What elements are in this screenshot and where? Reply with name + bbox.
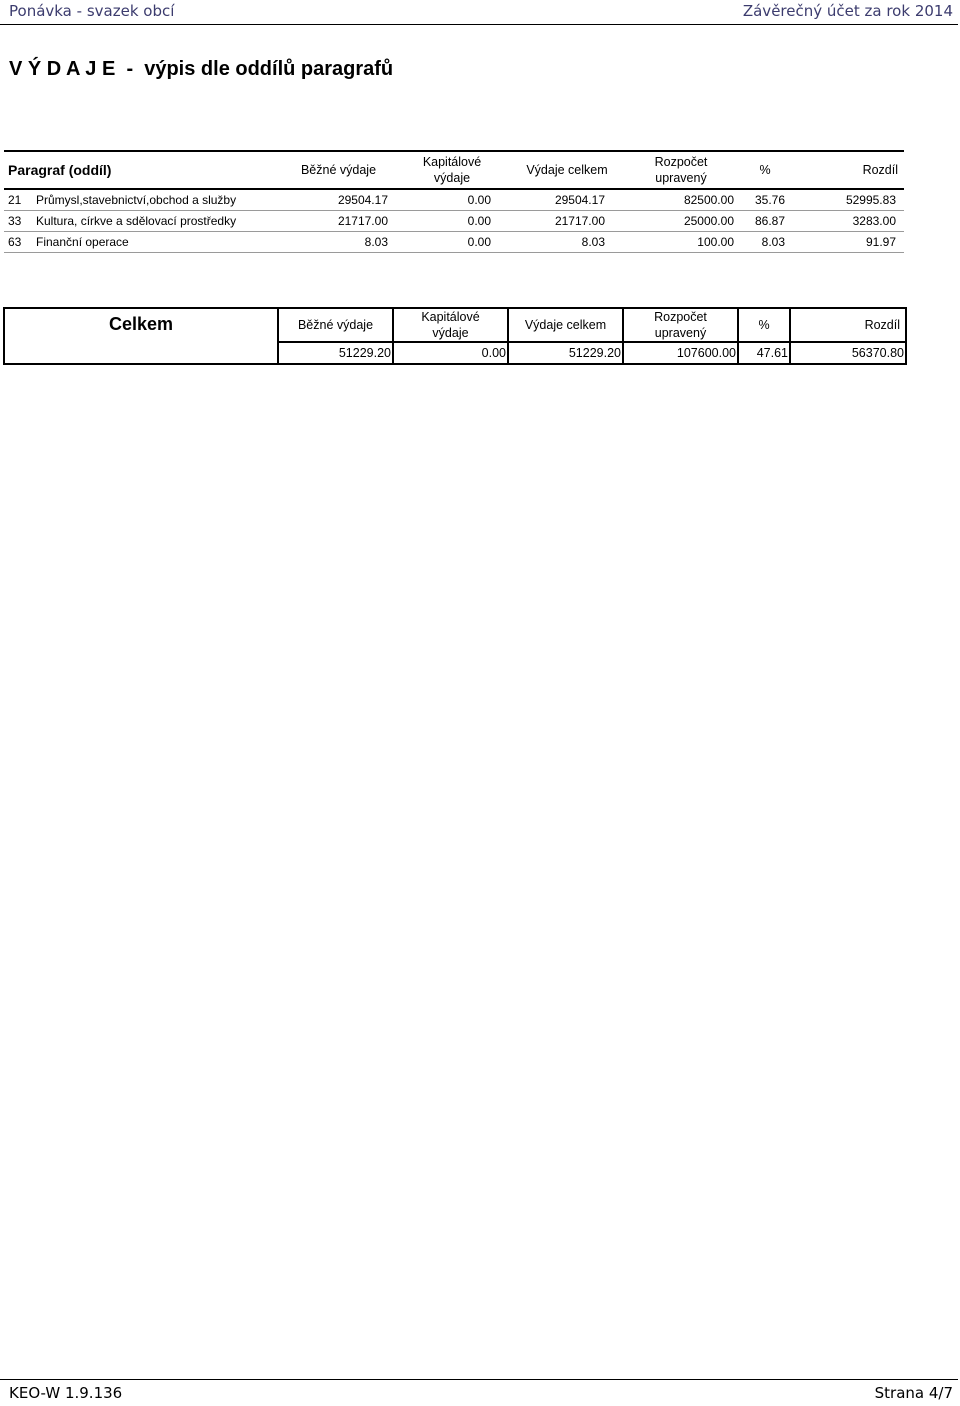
header-organization: Ponávka - svazek obcí	[9, 2, 175, 20]
page-header	[0, 0, 958, 25]
row-percent: 86.87	[754, 213, 785, 228]
expenditure-table	[4, 150, 904, 253]
totals-percent: 47.61	[738, 342, 790, 364]
col-header-percent: %	[759, 163, 771, 177]
totals-col-rozdil: Rozdíl	[790, 308, 906, 342]
col-header-rozdil: Rozdíl	[862, 163, 898, 177]
col-header-kapitalove-vydaje: Kapitálové výdaje	[422, 155, 482, 185]
col-header-bezne-vydaje: Běžné výdaje	[300, 163, 377, 177]
totals-rozdil: 56370.80	[790, 342, 906, 364]
row-rozpocet: 82500.00	[683, 192, 734, 207]
row-bezne: 21717.00	[337, 213, 388, 228]
row-celkem: 21717.00	[554, 213, 605, 228]
page-title: V Ý D A J E - výpis dle oddílů paragrafů	[9, 58, 394, 80]
totals-label: Celkem	[4, 308, 278, 364]
row-rozdil: 52995.83	[845, 192, 896, 207]
totals-col-rozpocet-upraveny: Rozpočet upravený	[623, 308, 738, 342]
totals-col-vydaje-celkem: Výdaje celkem	[508, 308, 623, 342]
row-code: 33	[8, 213, 22, 228]
row-celkem: 8.03	[581, 234, 605, 249]
row-kapitalove: 0.00	[467, 234, 491, 249]
row-kapitalove: 0.00	[467, 192, 491, 207]
row-kapitalove: 0.00	[467, 213, 491, 228]
row-bezne: 29504.17	[337, 192, 388, 207]
row-rozpocet: 25000.00	[683, 213, 734, 228]
totals-celkem: 51229.20	[508, 342, 623, 364]
row-name: Průmysl,stavebnictví,obchod a služby	[36, 192, 237, 207]
totals-rozpocet: 107600.00	[623, 342, 738, 364]
col-header-vydaje-celkem: Výdaje celkem	[526, 163, 608, 177]
footer-software-version: KEO-W 1.9.136	[9, 1384, 123, 1402]
row-rozdil: 3283.00	[852, 213, 896, 228]
totals-col-percent: %	[738, 308, 790, 342]
row-rozdil: 91.97	[865, 234, 896, 249]
header-report-title: Závěrečný účet za rok 2014	[742, 2, 953, 20]
row-percent: 35.76	[754, 192, 785, 207]
totals-col-kapitalove-vydaje: Kapitálové výdaje	[393, 308, 508, 342]
row-celkem: 29504.17	[554, 192, 605, 207]
row-name: Kultura, církve a sdělovací prostředky	[36, 213, 237, 228]
footer-page-number: Strana 4/7	[874, 1384, 953, 1402]
table-row	[4, 231, 904, 252]
table-row	[4, 210, 904, 231]
col-header-rozpocet-upraveny: Rozpočet upravený	[654, 155, 708, 185]
row-code: 63	[8, 234, 22, 249]
row-bezne: 8.03	[364, 234, 388, 249]
totals-bezne: 51229.20	[278, 342, 393, 364]
row-rozpocet: 100.00	[697, 234, 734, 249]
col-header-paragraf: Paragraf (oddíl)	[8, 162, 112, 178]
totals-col-bezne-vydaje: Běžné výdaje	[278, 308, 393, 342]
row-code: 21	[8, 192, 22, 207]
totals-header-row	[4, 308, 906, 342]
totals-table	[3, 307, 907, 365]
table-row	[4, 189, 904, 210]
page-footer	[0, 1379, 958, 1406]
table-header-row	[4, 151, 904, 189]
totals-kapitalove: 0.00	[393, 342, 508, 364]
row-percent: 8.03	[761, 234, 785, 249]
row-name: Finanční operace	[36, 234, 129, 249]
